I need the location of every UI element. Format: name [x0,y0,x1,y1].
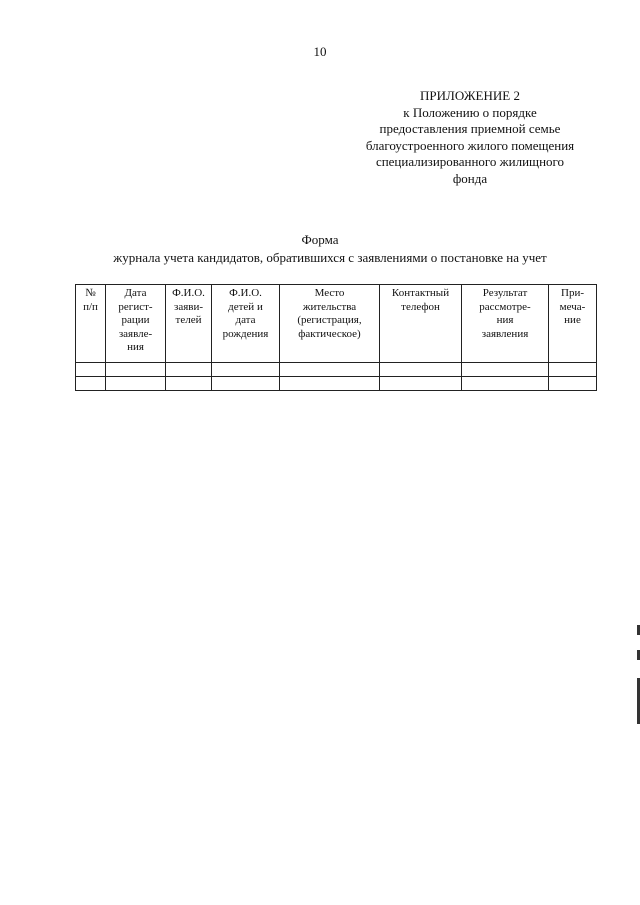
appendix-line: благоустроенного жилого помещения [365,137,575,153]
column-header-line: заявле- [118,327,153,340]
table-cell [106,377,166,391]
appendix-block [320,88,620,187]
journal-table [75,284,597,391]
page-number: 10 [313,44,327,59]
table-cell [166,363,212,377]
column-header [106,285,166,363]
column-header-line: детей и [228,300,263,313]
table-cell [280,377,380,391]
column-header-line: № [85,287,96,299]
column-header-line: ния [496,314,514,326]
form-subtitle: журнала учета кандидатов, обратившихся с заявлениями о постановке на учет [113,250,547,265]
table-cell [76,363,106,377]
table-cell [549,363,597,377]
column-header-line: регист- [118,300,153,313]
column-header-line: телей [175,314,202,326]
table-row [76,363,597,377]
column-header-line: рации [121,314,150,326]
column-header [280,285,380,363]
column-header-line: фактическое) [298,327,361,340]
column-header [549,285,597,363]
column-header-line: заяви- [173,300,204,313]
column-header-line: Ф.И.О. [229,287,262,299]
column-header [380,285,462,363]
column-header-line: рождения [222,327,269,340]
column-header [462,285,549,363]
column-header-line: (регистрация, [297,314,362,326]
column-header [212,285,280,363]
table-cell [462,363,549,377]
form-title: Форма [301,232,339,247]
table-cell [462,377,549,391]
table-cell [166,377,212,391]
column-header-line: телефон [401,300,440,313]
table-cell [76,377,106,391]
column-header-line: рассмотре- [479,300,531,313]
table-cell [280,363,380,377]
appendix-line: предоставления приемной семье [379,121,561,136]
column-header [76,285,106,363]
column-header-line: При- [561,287,584,299]
table-cell [380,377,462,391]
column-header-line: Результат [482,287,528,299]
column-header-line: заявления [481,327,529,340]
column-header-line: меча- [559,300,586,313]
column-header-line: дата [235,314,256,326]
appendix-title: ПРИЛОЖЕНИЕ 2 [420,88,520,103]
table-cell [549,377,597,391]
column-header-line: ние [564,314,581,326]
column-header-line: п/п [83,300,98,313]
table-row [76,377,597,391]
table-body [76,363,597,391]
table-cell [106,363,166,377]
table-cell [380,363,462,377]
column-header-line: жительства [302,300,357,313]
column-header [166,285,212,363]
table-cell [212,363,280,377]
column-header-line: Контактный [391,287,450,299]
appendix-line: к Положению о порядке [403,104,537,120]
appendix-line: фонда [452,170,488,186]
column-header-line: Место [314,287,345,299]
column-header-line: ния [127,341,144,353]
column-header-line: Дата [124,287,147,299]
column-header-line: Ф.И.О. [172,287,205,299]
table-header-row [76,285,597,363]
table-cell [212,377,280,391]
appendix-line: специализированного жилищного [375,154,565,169]
